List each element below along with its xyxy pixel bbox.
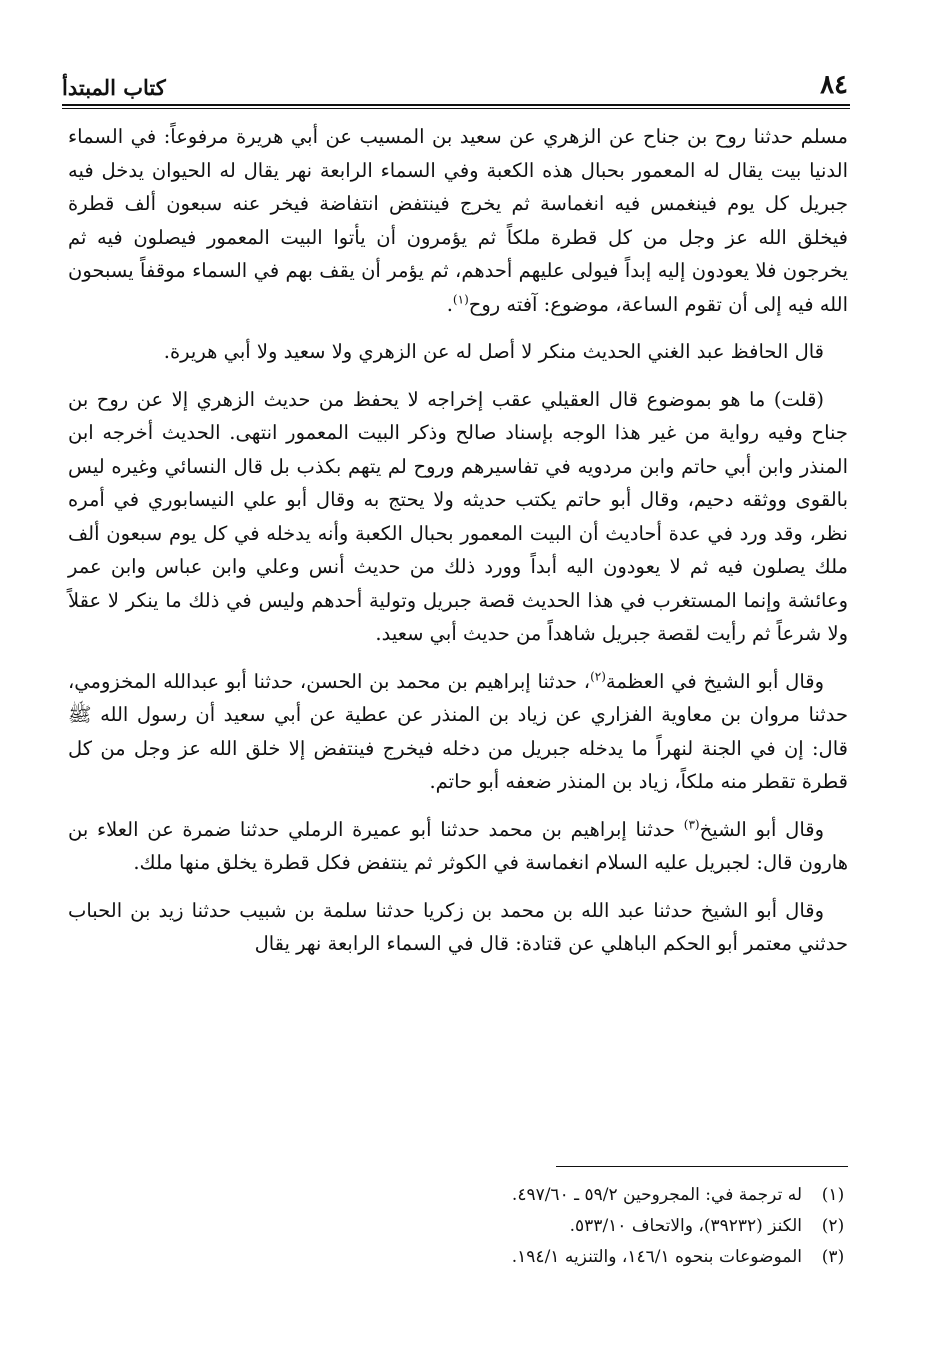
book-title: كتاب المبتدأ [62,75,166,100]
footnote-text: الموضوعات بنحوه ١٤٦/١، والتنزيه ١٩٤/١. [511,1247,802,1267]
paragraph: (قلت) ما هو بموضوع قال العقيلي عقب إخراجه لا يحفظ من حديث الزهري إلا عن روح بن جناح وفيه رواية من غير هذا الوجه بإسناد صالح وذكر البيت المعمور انتهى. الحديث أخرجه ابن المنذر وابن أبي حاتم وابن مردويه في تفاسيرهم وروح لم يتهم بكذب بل قال النسائي وغيره ليس بالقوى ووثقه دحيم، وقال أبو حاتم يكتب حديثه ولا يحتج به وقال أبو علي النيسابوري في أمره نظر، وقد ورد في عدة أحاديث أن البيت المعمور بحبال الكعبة وأنه يدخله في كل يوم سبعون ألف ملك يصلون فيه ثم لا يعودون اليه أبداً وورد ذلك من حديث أنس وعلي وابن عباس وابن عمر وعائشة وإنما المستغرب في هذا الحديث قصة جبريل وتولية أحدهم وليس في ذلك ما ينكر لا عقلاً ولا شرعاً ثم رأيت لقصة جبريل شاهداً من حديث أبي سعيد. [68,387,848,645]
footnote-ref: (٣) [683,817,700,831]
footnote [380,1242,848,1273]
footnote [380,1180,848,1211]
page-header [62,64,848,100]
paragraph: قال الحافظ عبد الغني الحديث منكر لا أصل له عن الزهري ولا سعيد ولا أبي هريرة. [163,340,824,363]
paragraph: وقال أبو الشيخ في العظمة$^{(٢)}$، حدثنا إبراهيم بن محمد بن الحسن، حدثنا أبو عبدالله المخزومي، حدثنا مروان بن معاوية الفزاري عن زياد بن المنذر عن عطية عن أبي سعيد أن رسول الله ﷺ قال: إن في الجنة لنهراً ما يدخله جبريل من دخله فيخرج فينتفض إلا خلق الله عز وجل من كل قطرة تقطر منه ملكاً، زياد بن المنذر ضعفه أبو حاتم. [68,669,848,793]
paragraph: وقال أبو الشيخ$^{(٣)}$ حدثنا إبراهيم بن محمد حدثنا أبو عميرة الرملي حدثنا ضمرة عن العلاء بن هارون قال: لجبريل عليه السلام انغماسة في الكوثر ثم ينتفض فكل قطرة يخلق منها ملك. [68,817,848,874]
footnote-text: له ترجمة في: المجروحين ٥٩/٢ ـ ٤٩٧/٦٠. [511,1185,802,1205]
footnote-ref: (٢) [590,669,606,683]
paragraph: مسلم حدثنا روح بن جناح عن الزهري عن سعيد بن المسيب عن أبي هريرة مرفوعاً: في السماء الدنيا بيت يقال له المعمور بحبال هذه الكعبة وفي السماء الرابعة نهر يقال له الحيوان يدخل فيه جبريل كل يوم فينغمس فيه انغماسة ثم يخرج فينتفض انتفاضة فيخر عنه سبعون ألف قطرة فيخلق الله عز وجل من كل قطرة ملكاً ثم يؤمرون أن يأتوا البيت المعمور فيصلون فيه ثم يخرجون فلا يعودون إليه إبداً فيولى عليهم أحدهم، ثم يؤمر أن يقف بهم في السماء موقفاً يسبحون الله فيه إلى أن تقوم الساعة، موضوع: آفته روح$^{(١)}$. [68,125,848,316]
footnote-divider [556,1166,848,1167]
footnote-number: (١) [821,1185,845,1205]
main-text [68,120,848,975]
paragraph: وقال أبو الشيخ حدثنا عبد الله بن محمد بن زكريا حدثنا سلمة بن شبيب حدثنا زيد بن الحباب حدثني معتمر أبو الحكم الباهلي عن قتادة: قال في السماء الرابعة نهر يقال [68,898,848,955]
footnote-number: (٢) [821,1216,845,1236]
footnotes [380,1180,848,1273]
page-number: ٨٤ [820,70,848,100]
footnote-text: الكنز (٣٩٢٣٢)، والاتحاف ٥٣٣/١٠. [569,1216,802,1236]
footnote-ref: (١) [452,292,469,306]
footnote-number: (٣) [821,1247,845,1267]
header-divider [62,104,850,109]
footnote [380,1211,848,1242]
